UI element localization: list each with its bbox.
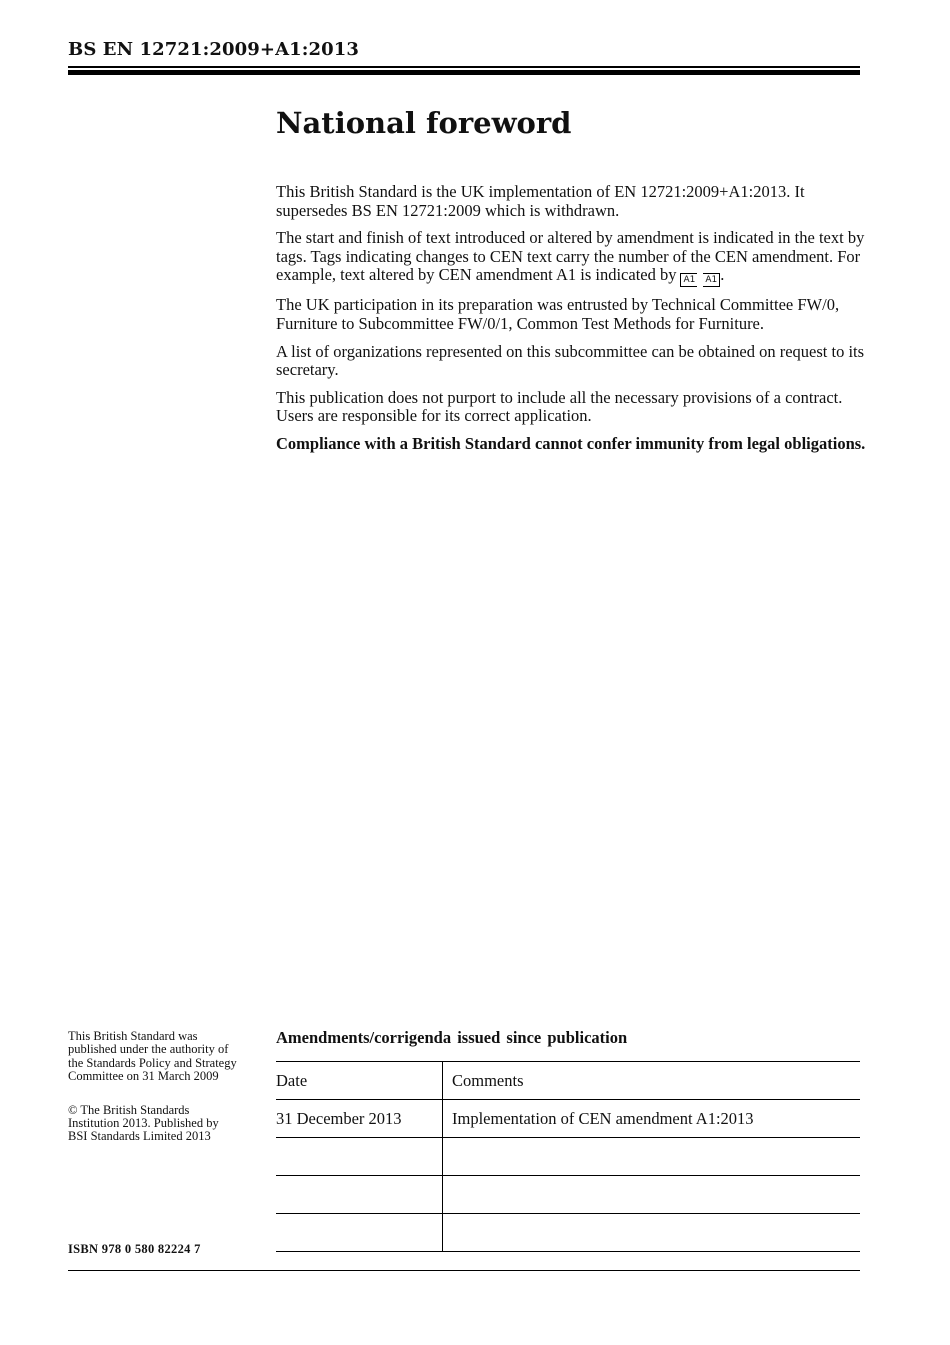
header-rule-thin [68, 66, 860, 68]
side-notes [68, 1030, 238, 1144]
column-header-date: Date [276, 1062, 443, 1100]
table-row [276, 1138, 860, 1176]
table-row [276, 1214, 860, 1252]
table-cell-comments [443, 1176, 861, 1214]
table-cell-date: 31 December 2013 [276, 1100, 443, 1138]
copyright-note: © The British Standards Institution 2013. Published by BSI Standards Limited 2013 [68, 1102, 219, 1144]
table-cell-comments [443, 1214, 861, 1252]
tag-trailing-period: . [720, 265, 725, 285]
isbn: ISBN 978 0 580 82224 7 [68, 1242, 201, 1256]
table-cell-comments [443, 1138, 861, 1176]
amendment-open-tag-icon: A1 [680, 273, 697, 287]
paragraph-implementation: This British Standard is the UK implementation of EN 12721:2009+A1:2013. It supersedes BS EN 12721:2009 which is withdrawn. [276, 182, 805, 220]
table-cell-date [276, 1214, 443, 1252]
page-title: National foreword [276, 106, 572, 140]
amendments-heading: Amendments/corrigenda issued since publication [276, 1028, 628, 1047]
table-cell-date [276, 1138, 443, 1176]
amendments-table [276, 1061, 860, 1252]
publication-note: This British Standard was published under the authority of the Standards Policy and Strategy Committee on 31 March 2009 [68, 1029, 237, 1084]
column-header-comments: Comments [443, 1062, 861, 1100]
amendment-close-tag-icon: A1 [703, 273, 720, 287]
paragraph-amendment-tags [276, 229, 866, 287]
footer-rule [68, 1270, 860, 1271]
table-row [276, 1176, 860, 1214]
standard-identifier: BS EN 12721:2009+A1:2013 [68, 39, 359, 60]
foreword-body [276, 183, 866, 463]
table-row [276, 1100, 860, 1138]
paragraph-organizations: A list of organizations represented on this subcommittee can be obtained on request to its secretary. [276, 341, 865, 380]
table-cell-comments: Implementation of CEN amendment A1:2013 [443, 1100, 861, 1138]
table-header-row [276, 1062, 860, 1100]
paragraph-provisions: This publication does not purport to include all the necessary provisions of a contract. Users are responsible for its correct application. [276, 387, 843, 426]
table-cell-date [276, 1176, 443, 1214]
paragraph-amendment-tags-text: The start and finish of text introduced or altered by amendment is indicated in the text by tags. Tags indicating changes to CEN text carry the number of the CEN amendment. For example, text altered by CEN amendment A1 is indicated by [276, 228, 865, 285]
header-rule-thick [68, 70, 860, 75]
paragraph-participation: The UK participation in its preparation was entrusted by Technical Committee FW/0, Furniture to Subcommittee FW/0/1, Common Test Methods for Furniture. [276, 295, 840, 333]
paragraph-compliance: Compliance with a British Standard cannot confer immunity from legal obligations. [276, 433, 866, 453]
